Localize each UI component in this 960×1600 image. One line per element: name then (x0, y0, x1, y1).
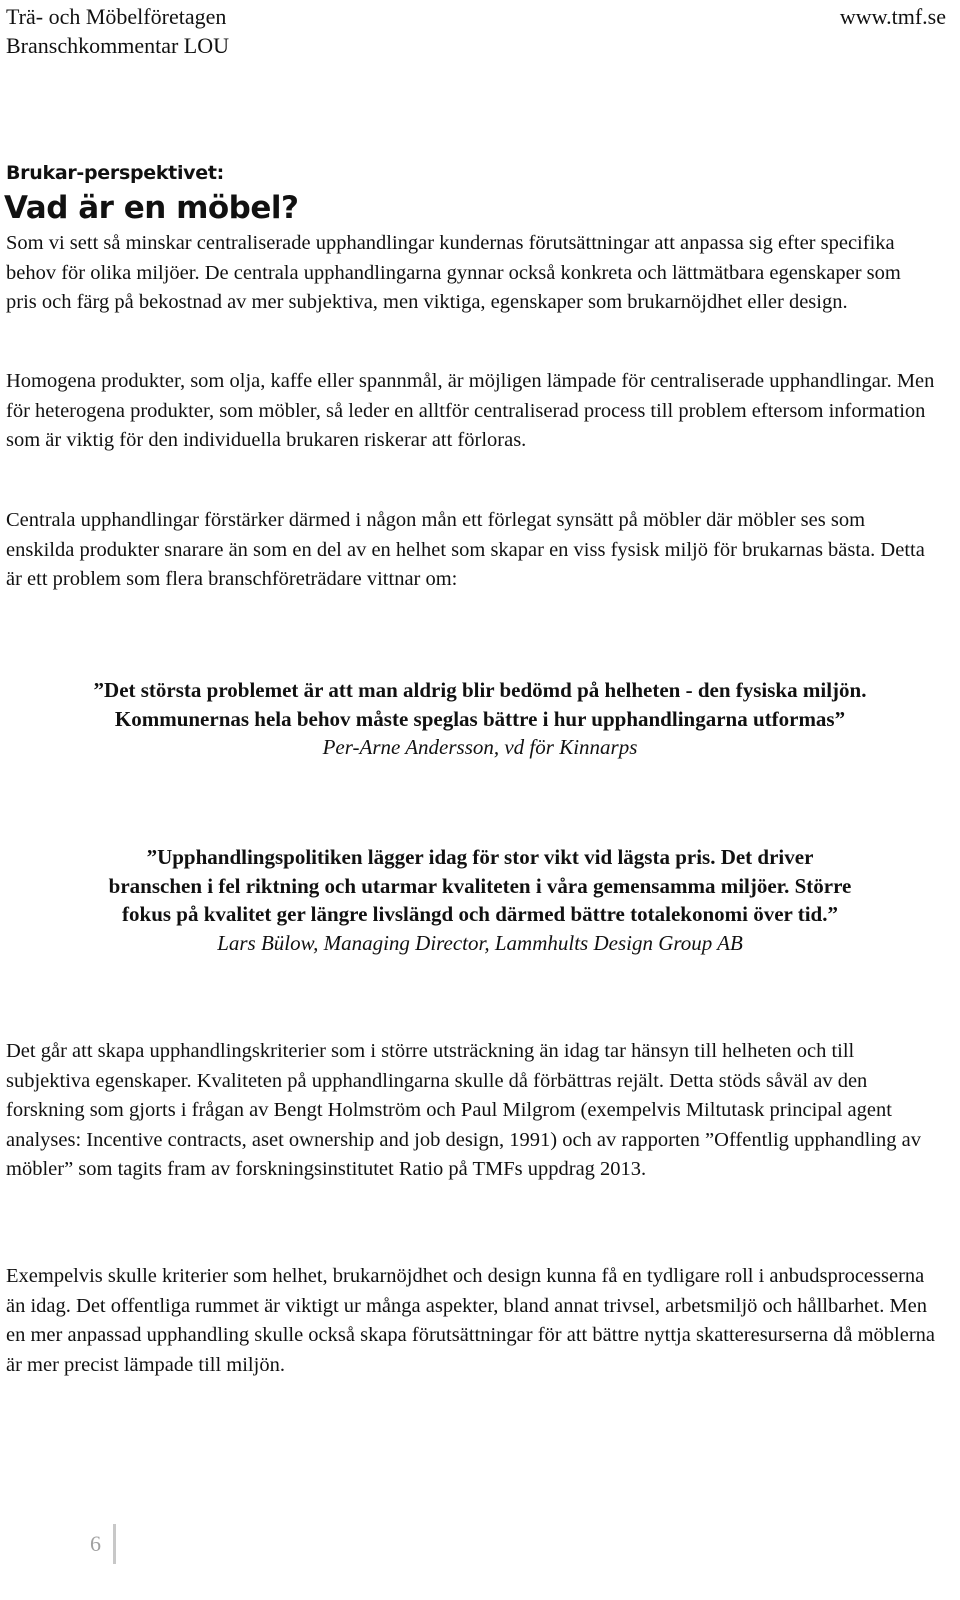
header-doc-title: Branschkommentar LOU (6, 33, 229, 58)
body-paragraph: Homogena produkter, som olja, kaffe eller spannmål, är möjligen lämpade för centraliserade upphandlingar. Men för heterogena produkter, som möbler, så leder en alltför centraliserad process till problem eftersom information som är viktig för den individuella brukaren riskerar att förloras. (6, 370, 935, 451)
body-paragraph: Centrala upphandlingar förstärker därmed i någon mån ett förlegat synsätt på möbler där möbler ses som enskilda produkter snarare än som en del av en helhet som skapar en viss fysisk miljö för brukarnas bästa. Detta är ett problem som flera branschföreträdare vittnar om: (6, 509, 925, 590)
body-paragraph: Som vi sett så minskar centraliserade upphandlingar kundernas förutsättningar att anpassa sig efter specifika behov för olika miljöer. De centrala upphandlingarna gynnar också konkreta och lättmätbara egenskaper som pris och färg på bekostnad av mer subjektiva, men viktiga, egenskaper som brukarnöjdhet eller design. (6, 232, 901, 313)
quote-text: ”Det största problemet är att man aldrig blir bedömd på helheten - den fysiska miljön. Kommunernas hela behov måste speglas bättre i hur upphandlingarna utformas” (93, 678, 867, 731)
header-org-name: Trä- och Möbelföretagen (6, 4, 227, 29)
pull-quote (0, 676, 960, 762)
footer-divider (113, 1524, 116, 1564)
page-number: 6 (90, 1531, 101, 1556)
body-paragraph: Det går att skapa upphandlingskriterier som i större utsträckning än idag tar hänsyn till helheten och till subjektiva egenskaper. Kvaliteten på upphandlingarna skulle då förbättras rejält. Detta stöds såväl av den forskning som gjorts i frågan av Bengt Holmström och Paul Milgrom (exempelvis Miltutask principal agent analyses: Incentive contracts, aset ownership and job design, 1991) och av rapporten ”Offentlig upphandling av möbler” som tagits fram av forskningsinstitutet Ratio på TMFs uppdrag 2013. (6, 1040, 922, 1180)
body-paragraph: Exempelvis skulle kriterier som helhet, brukarnöjdhet och design kunna få en tydligare roll i anbudsprocesserna än idag. Det offentliga rummet är viktigt ur många aspekter, bland annat trivsel, arbetsmiljö och hållbarhet. Men en mer anpassad upphandling skulle också skapa förutsättningar för att bättre nyttja skatteresurserna då möblerna är mer precist lämpade till miljön. (6, 1265, 936, 1376)
quote-text: ”Upphandlingspolitiken lägger idag för stor vikt vid lägsta pris. Det driver branschen i fel riktning och utarmar kvaliteten i våra gemensamma miljöer. Större fokus på kvalitet ger längre livslängd och därmed bättre totalekonomi över tid.” (108, 845, 852, 926)
section-subtitle: Brukar-perspektivet: (6, 162, 224, 184)
page-header-left (6, 2, 229, 60)
section-title: Vad är en möbel? (4, 190, 299, 226)
quote-author: Lars Bülow, Managing Director, Lammhults Design Group AB (217, 930, 743, 955)
page-footer (90, 1524, 116, 1564)
pull-quote (0, 843, 960, 957)
quote-author: Per-Arne Andersson, vd för Kinnarps (322, 735, 638, 759)
header-website-link[interactable]: www.tmf.se (839, 4, 946, 29)
